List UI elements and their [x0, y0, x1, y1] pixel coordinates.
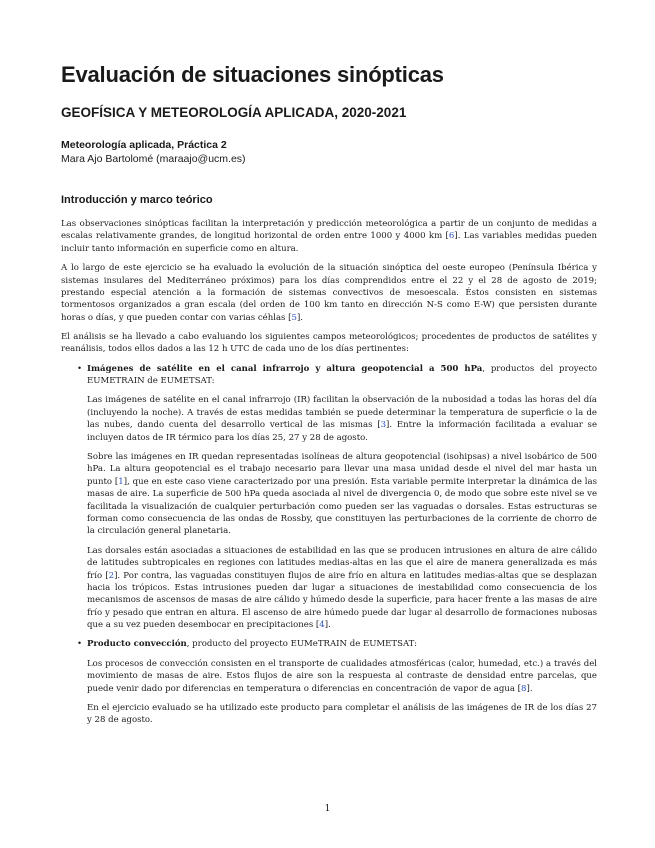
bullet-icon: • [77, 639, 83, 650]
paragraph [87, 545, 597, 632]
paragraph [61, 262, 597, 324]
text-run: ]. [324, 620, 331, 631]
text-run: Las observaciones sinópticas facilitan la interpretación y predicción meteorológica a partir de un conjunto de medidas a escalas relativamente grandes, de longitud horizontal de orden entre 1000 y 4000 km [ [61, 219, 597, 242]
text-run: Las imágenes de satélite en el canal infrarrojo (IR) facilitan la observación de la nubosidad a todas las horas del día (incluyendo la noche). A través de estas medidas también se puede determinar la temperatura de superficie o la de las nubes, dando cuenta del desarrollo vertical de las mismas [ [87, 395, 597, 431]
citation-link[interactable]: 8 [521, 683, 527, 694]
list-item [61, 638, 597, 650]
course-label: Meteorología aplicada, Práctica 2 [61, 139, 227, 151]
text-run: ]. [296, 312, 303, 323]
citation-link[interactable]: 4 [319, 620, 325, 631]
paragraph [87, 658, 597, 695]
paragraph [61, 218, 597, 255]
paragraph [87, 451, 597, 538]
bold-term: Producto convección [87, 639, 187, 650]
paragraph [87, 394, 597, 444]
text-run: ]. [526, 683, 533, 694]
text-run: ]. Las variables medidas pueden incluir tanto información en superficie como en altura. [61, 231, 597, 254]
citation-link[interactable]: 3 [380, 420, 387, 431]
citation-link[interactable]: 6 [448, 231, 455, 242]
paragraph: En el ejercicio evaluado se ha utilizado este producto para completar el análisis de las imágenes de IR de los días 27 y 28 de agosto. [87, 702, 597, 726]
bold-term: Imágenes de satélite en el canal infrarrojo y altura geopotencial a 500 hPa [87, 363, 483, 374]
text-run: Los procesos de convección consisten en el transporte de cualidades atmosféricas (calor, humedad, etc.) a través del movimiento de masas de aire. Estos flujos de aire son la respuesta al contraste de densidad entre parcelas, que puede venir dado por diferencias en temperatura o diferencias en concentración de vapor de agua [ [87, 658, 597, 694]
list-item-body [87, 394, 597, 631]
citation-link[interactable]: 5 [291, 312, 297, 323]
citation-link[interactable]: 1 [118, 476, 124, 487]
text-run: Sobre las imágenes en IR quedan representadas isolíneas de altura geopotencial (isohipsas) a nivel isobárico de 500 hPa. La altura geopotencial es el trabajo necesario para llevar una masa unidad desde el nivel del mar hasta un punto [ [87, 451, 597, 487]
page-subtitle: GEOFÍSICA Y METEOROLOGÍA APLICADA, 2020-2021 [61, 105, 407, 120]
text-run: , producto del proyecto EUMeTRAIN de EUMETSAT: [186, 639, 417, 650]
section-heading: Introducción y marco teórico [61, 194, 213, 206]
author-line: Mara Ajo Bartolomé (maraajo@ucm.es) [61, 153, 246, 165]
list-item-body [87, 658, 597, 727]
page-number: 1 [324, 804, 331, 814]
page-title: Evaluación de situaciones sinópticas [61, 62, 444, 87]
text-run: ]. Entre la información facilitada a evaluar se incluyen datos de IR térmico para los días 25, 27 y 28 de agosto. [87, 420, 597, 443]
text-run: Las dorsales están asociadas a situaciones de estabilidad en las que se producen intrusiones en altura de aire cálido de latitudes subtropicales en regiones con latitudes medias-altas en las que el aire de manera generalizada es más frío [ [87, 545, 597, 581]
text-run: , productos del proyecto EUMETRAIN de EUMETSAT: [87, 363, 597, 387]
paragraph: El análisis se ha llevado a cabo evaluando los siguientes campos meteorológicos; procedentes de productos de satélites y reanálisis, todos ellos dados a las 12 h UTC de cada uno de los días pertinentes: [61, 332, 597, 355]
list-item [61, 363, 597, 388]
citation-link[interactable]: 2 [108, 570, 115, 581]
text-run: ], que en este caso viene caracterizado por una presión. Esta variable permite interpretar la dinámica de las masas de aire. La superficie de 500 hPa queda asociada al nivel de divergencia 0, de modo que sobre este nivel se ve facilitada la visualización de cualquier perturbación como pueden ser las vaguadas o dorsales. Estas estructuras se forman como consecuencia de las ondas de Rossby, que constituyen las perturbaciones de la corriente de chorro de la circulación general planetaria. [87, 476, 597, 537]
bullet-icon: • [77, 363, 83, 374]
text-run: ]. Por contra, las vaguadas constituyen flujos de aire frío en altura en latitudes medias-altas que se desplazan hacia los trópicos. Estas intrusiones pueden dar lugar a situaciones de inestabilidad como consecuencia de los mecanismos de ascensos de masas de aire cálido y húmedo desde la superficie, para hacer frente a las masas de aire frío y pesado que entran en altura. El ascenso de aire húmedo puede dar lugar al desarrollo de formaciones nubosas que a su vez pueden desembocar en precipitaciones [ [87, 570, 597, 631]
body-text [61, 218, 597, 734]
text-run: A lo largo de este ejercicio se ha evaluado la evolución de la situación sinóptica del oeste europeo (Península Ibérica y sistemas insulares del Mediterráneo próximos) para los días comprendidos entre el 22 y el 28 de agosto de 2019; prestando especial atención a la formación de sistemas convectivos de mesoescala. Éstos consisten en sistemas tormentosos organizados a gran escala (del orden de 100 km tanto en dirección N-S como E-W) que persisten durante horas o días, y que pueden contar con varias céhlas [ [61, 263, 597, 323]
